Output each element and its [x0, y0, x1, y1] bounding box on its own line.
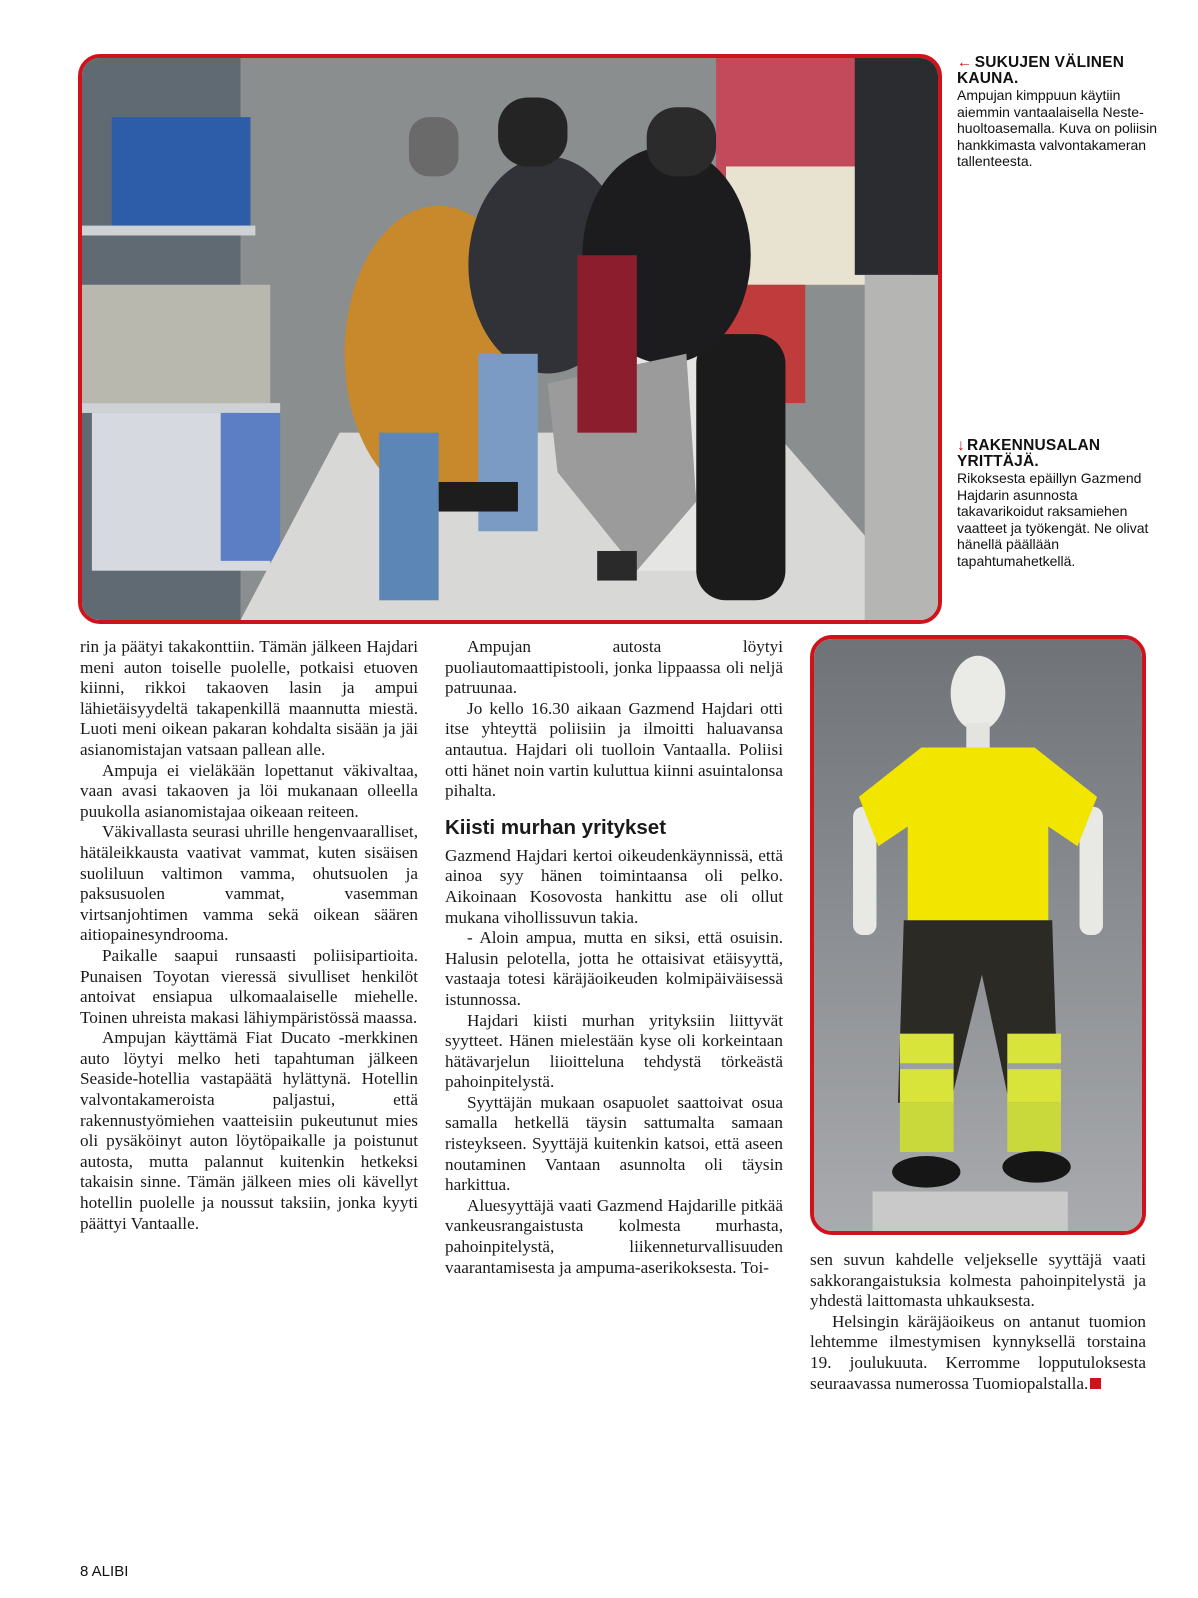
paragraph: Hajdari kiisti murhan yrityksiin liittyvät syytteet. Hänen mielestään kyse oli korkeintaan hätävarjelun liioitteluna tehdystä törkeästä pahoinpitelystä. [445, 1010, 783, 1092]
caption-top-head: ← SUKUJEN VÄLINEN KAUNA. [957, 54, 1125, 87]
clothes-photo [810, 635, 1146, 1235]
caption-right-head: ↓ RAKENNUSALAN YRITTÄJÄ. [957, 437, 1101, 470]
paragraph: Paikalle saapui runsaasti poliisipartioita. Punaisen Toyotan vieressä sivulliset henkilöt antoivat ensiapua ulkomaalaiselle miehelle. Toinen uhreista makasi lähiympäristössä maassa. [80, 945, 418, 1027]
caption-right-text: Rikoksesta epäillyn Gazmend Hajdarin asunnosta takavarikoidut raksamiehen vaatteet ja työkengät. Ne olivat hänellä päällään tapahtumahetkellä. [957, 470, 1149, 569]
paragraph: Ampuja ei vieläkään lopettanut väkivaltaa, vaan avasi takaoven ja löi mukanaan olleella puukolla asianomistajaa oikeaan reiteen. [80, 760, 418, 821]
paragraph [810, 1312, 1146, 1394]
arrow-left-icon: ← [957, 54, 973, 71]
paragraph: Ampujan käyttämä Fiat Ducato -merkkinen auto löytyi melko heti tapahtuman jälkeen Seaside-hotellia vastapäätä hylättynä. Hotellin valvontakameroista paljastui, että rakennustyömiehen vaatteisiin pukeutunut mies oli pysäköinyt auton löytöpaikalle ja poistunut autosta, mutta palannut kuitenkin hetkeksi takaisin sinne. Tämän jälkeen mies oli kävellyt hotellin puolelle ja noussut taksiin, jonka kyyti päättyi Vantaalle. [80, 1028, 418, 1233]
clothes-photo-illustration [814, 639, 1142, 1231]
paragraph: sen suvun kahdelle veljekselle syyttäjä vaati sakkorangaistuksia kolmesta pahoinpitelystä ja yhdestä laittomasta uhkauksesta. [810, 1250, 1146, 1311]
paragraph: Ampujan autosta löytyi puoliautomaattipistooli, jonka lippaassa oli neljä patruunaa. [445, 637, 783, 698]
end-mark-icon [1090, 1378, 1101, 1389]
paragraph: Gazmend Hajdari kertoi oikeudenkäynnissä, että ainoa syy hänen toimintaansa oli pelko. Aikoinaan Kosovosta hankittu ase oli ollut mukana vihollissuvun takia. [445, 845, 783, 927]
paragraph: Syyttäjän mukaan osapuolet saattoivat osua samalla hetkellä täysin sattumalta samaan risteykseen. Syyttäjä kuitenkin katsoi, että aseen noutaminen Vantaan asunnolta oli täysin harkittua. [445, 1092, 783, 1195]
cctv-photo-illustration [82, 58, 938, 620]
caption-top [957, 55, 1157, 170]
arrow-down-icon: ↓ [957, 437, 965, 454]
text-column-3 [810, 1250, 1146, 1394]
cctv-photo [78, 54, 942, 624]
paragraph: Väkivallasta seurasi uhrille hengenvaaralliset, hätäleikkausta vaativat vammat, kuten sisäisen suoliluun valtimon vamma, ohutsuolen ja paksusuolen vammat, vasemman virtsanjohtimen vamma sekä oikean säären aitiopainesyndrooma. [80, 822, 418, 945]
caption-right [957, 438, 1157, 569]
page-footer: 8 ALIBI [80, 1563, 129, 1580]
paragraph: rin ja päätyi takakonttiin. Tämän jälkeen Hajdari meni auton toiselle puolelle, potkaisi etuoven kiinni, rikkoi takaoven lasin ja ampui lähietäisyydeltä takapenkillä maannutta miestä. Luoti meni oikean pakaran kohdalta sisään ja jäi asianomistajan vatsaan pallean alle. [80, 637, 418, 759]
caption-top-text: Ampujan kimppuun käytiin aiemmin vantaalaisella Neste-huoltoasemalla. Kuva on poliisin hankkimasta valvontakameran tallenteesta. [957, 87, 1158, 169]
paragraph: Jo kello 16.30 aikaan Gazmend Hajdari otti itse yhteyttä poliisiin ja ilmoitti haluavansa antautua. Hajdari oli tuolloin Vantaalla. Poliisi otti hänet noin vartin kuluttua kiinni asuintalonsa pihalta. [445, 698, 783, 801]
subheading: Kiisti murhan yritykset [445, 815, 667, 839]
paragraph: Aluesyyttäjä vaati Gazmend Hajdarille pitkää vankeusrangaistusta kolmesta murhasta, pahoinpitelystä, liikenneturvallisuuden vaarantamisesta ja ampuma-aserikoksesta. Toi- [445, 1195, 783, 1277]
text-column-1 [80, 637, 418, 1234]
paragraph: - Aloin ampua, mutta en siksi, että osuisin. Halusin pelotella, jotta he ottaisivat etäisyyttä, vastaaja totesi käräjäoikeuden kolmipäiväisessä istunnossa. [445, 928, 783, 1009]
paragraph-text: Helsingin käräjäoikeus on antanut tuomion lehtemme ilmestymisen kynnyksellä torstaina 19. joulukuuta. Kerromme lopputuloksesta seuraavassa numerossa Tuomiopalstalla. [810, 1311, 1146, 1393]
text-column-2 [445, 637, 783, 1278]
